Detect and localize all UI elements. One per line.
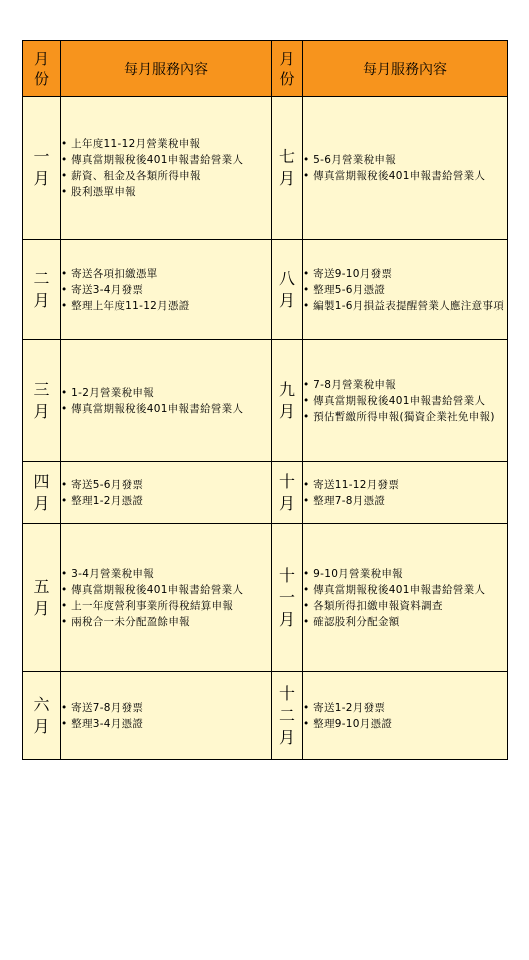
- list-item: • 股利憑單申報: [61, 184, 271, 200]
- service-list: [61, 136, 271, 200]
- month-label: 十 二 月: [272, 672, 303, 760]
- service-content-cell: [303, 240, 508, 340]
- service-content-cell: [61, 524, 272, 672]
- list-item: • 9-10月營業稅申報: [303, 566, 507, 582]
- service-content-cell: [61, 672, 272, 760]
- service-content-cell: [61, 340, 272, 462]
- table-row: [23, 672, 508, 760]
- list-item: • 整理1-2月憑證: [61, 493, 271, 509]
- list-item: • 傳真當期報稅後401申報書給營業人: [303, 393, 507, 409]
- list-item: • 整理9-10月憑證: [303, 716, 507, 732]
- service-list: [303, 700, 507, 732]
- list-item: • 寄送9-10月發票: [303, 266, 507, 282]
- service-list: [61, 385, 271, 417]
- list-item: • 寄送7-8月發票: [61, 700, 271, 716]
- service-list: [61, 266, 271, 314]
- list-item: • 整理7-8月憑證: [303, 493, 507, 509]
- month-label: 六 月: [23, 672, 61, 760]
- list-item: • 傳真當期報稅後401申報書給營業人: [303, 582, 507, 598]
- list-item: • 預估暫繳所得申報(獨資企業社免申報): [303, 409, 507, 425]
- month-column-header-left: 月 份: [23, 41, 61, 97]
- service-content-cell: [303, 524, 508, 672]
- list-item: • 各類所得扣繳申報資料調查: [303, 598, 507, 614]
- service-list: [303, 477, 507, 509]
- list-item: • 整理3-4月憑證: [61, 716, 271, 732]
- list-item: • 整理5-6月憑證: [303, 282, 507, 298]
- service-content-cell: [61, 97, 272, 240]
- service-list: [61, 700, 271, 732]
- list-item: • 3-4月營業稅申報: [61, 566, 271, 582]
- service-list: [61, 477, 271, 509]
- table-row: [23, 524, 508, 672]
- list-item: • 寄送5-6月發票: [61, 477, 271, 493]
- table-row: [23, 240, 508, 340]
- list-item: • 兩稅合一未分配盈餘申報: [61, 614, 271, 630]
- table-header-row: [23, 41, 508, 97]
- month-label: 四 月: [23, 462, 61, 524]
- list-item: • 寄送11-12月發票: [303, 477, 507, 493]
- table-row: [23, 462, 508, 524]
- service-content-cell: [61, 240, 272, 340]
- list-item: • 傳真當期報稅後401申報書給營業人: [61, 152, 271, 168]
- service-list: [303, 152, 507, 184]
- list-item: • 1-2月營業稅申報: [61, 385, 271, 401]
- month-label: 七 月: [272, 97, 303, 240]
- table-body: [23, 97, 508, 760]
- list-item: • 薪資、租金及各類所得申報: [61, 168, 271, 184]
- list-item: • 傳真當期報稅後401申報書給營業人: [61, 401, 271, 417]
- month-label: 五 月: [23, 524, 61, 672]
- month-label: 一 月: [23, 97, 61, 240]
- list-item: • 7-8月營業稅申報: [303, 377, 507, 393]
- list-item: • 編製1-6月損益表提醒營業人應注意事項: [303, 298, 507, 314]
- monthly-service-table: [22, 40, 508, 760]
- month-label: 九 月: [272, 340, 303, 462]
- table-row: [23, 97, 508, 240]
- month-label: 三 月: [23, 340, 61, 462]
- list-item: • 傳真當期報稅後401申報書給營業人: [303, 168, 507, 184]
- list-item: • 寄送1-2月發票: [303, 700, 507, 716]
- list-item: • 上年度11-12月營業稅申報: [61, 136, 271, 152]
- service-content-cell: [303, 462, 508, 524]
- list-item: • 傳真當期報稅後401申報書給營業人: [61, 582, 271, 598]
- month-label: 十 月: [272, 462, 303, 524]
- list-item: • 5-6月營業稅申報: [303, 152, 507, 168]
- content-column-header-left: 每月服務內容: [61, 41, 272, 97]
- month-label: 二 月: [23, 240, 61, 340]
- month-label: 十 一 月: [272, 524, 303, 672]
- service-content-cell: [303, 672, 508, 760]
- service-content-cell: [303, 340, 508, 462]
- service-content-cell: [61, 462, 272, 524]
- service-list: [303, 266, 507, 314]
- month-column-header-right: 月 份: [272, 41, 303, 97]
- table-row: [23, 340, 508, 462]
- month-label: 八 月: [272, 240, 303, 340]
- service-content-cell: [303, 97, 508, 240]
- service-list: [61, 566, 271, 630]
- content-column-header-right: 每月服務內容: [303, 41, 508, 97]
- list-item: • 寄送各項扣繳憑單: [61, 266, 271, 282]
- list-item: • 寄送3-4月發票: [61, 282, 271, 298]
- service-list: [303, 566, 507, 630]
- list-item: • 確認股利分配金額: [303, 614, 507, 630]
- list-item: • 整理上年度11-12月憑證: [61, 298, 271, 314]
- service-list: [303, 377, 507, 425]
- list-item: • 上一年度營利事業所得稅結算申報: [61, 598, 271, 614]
